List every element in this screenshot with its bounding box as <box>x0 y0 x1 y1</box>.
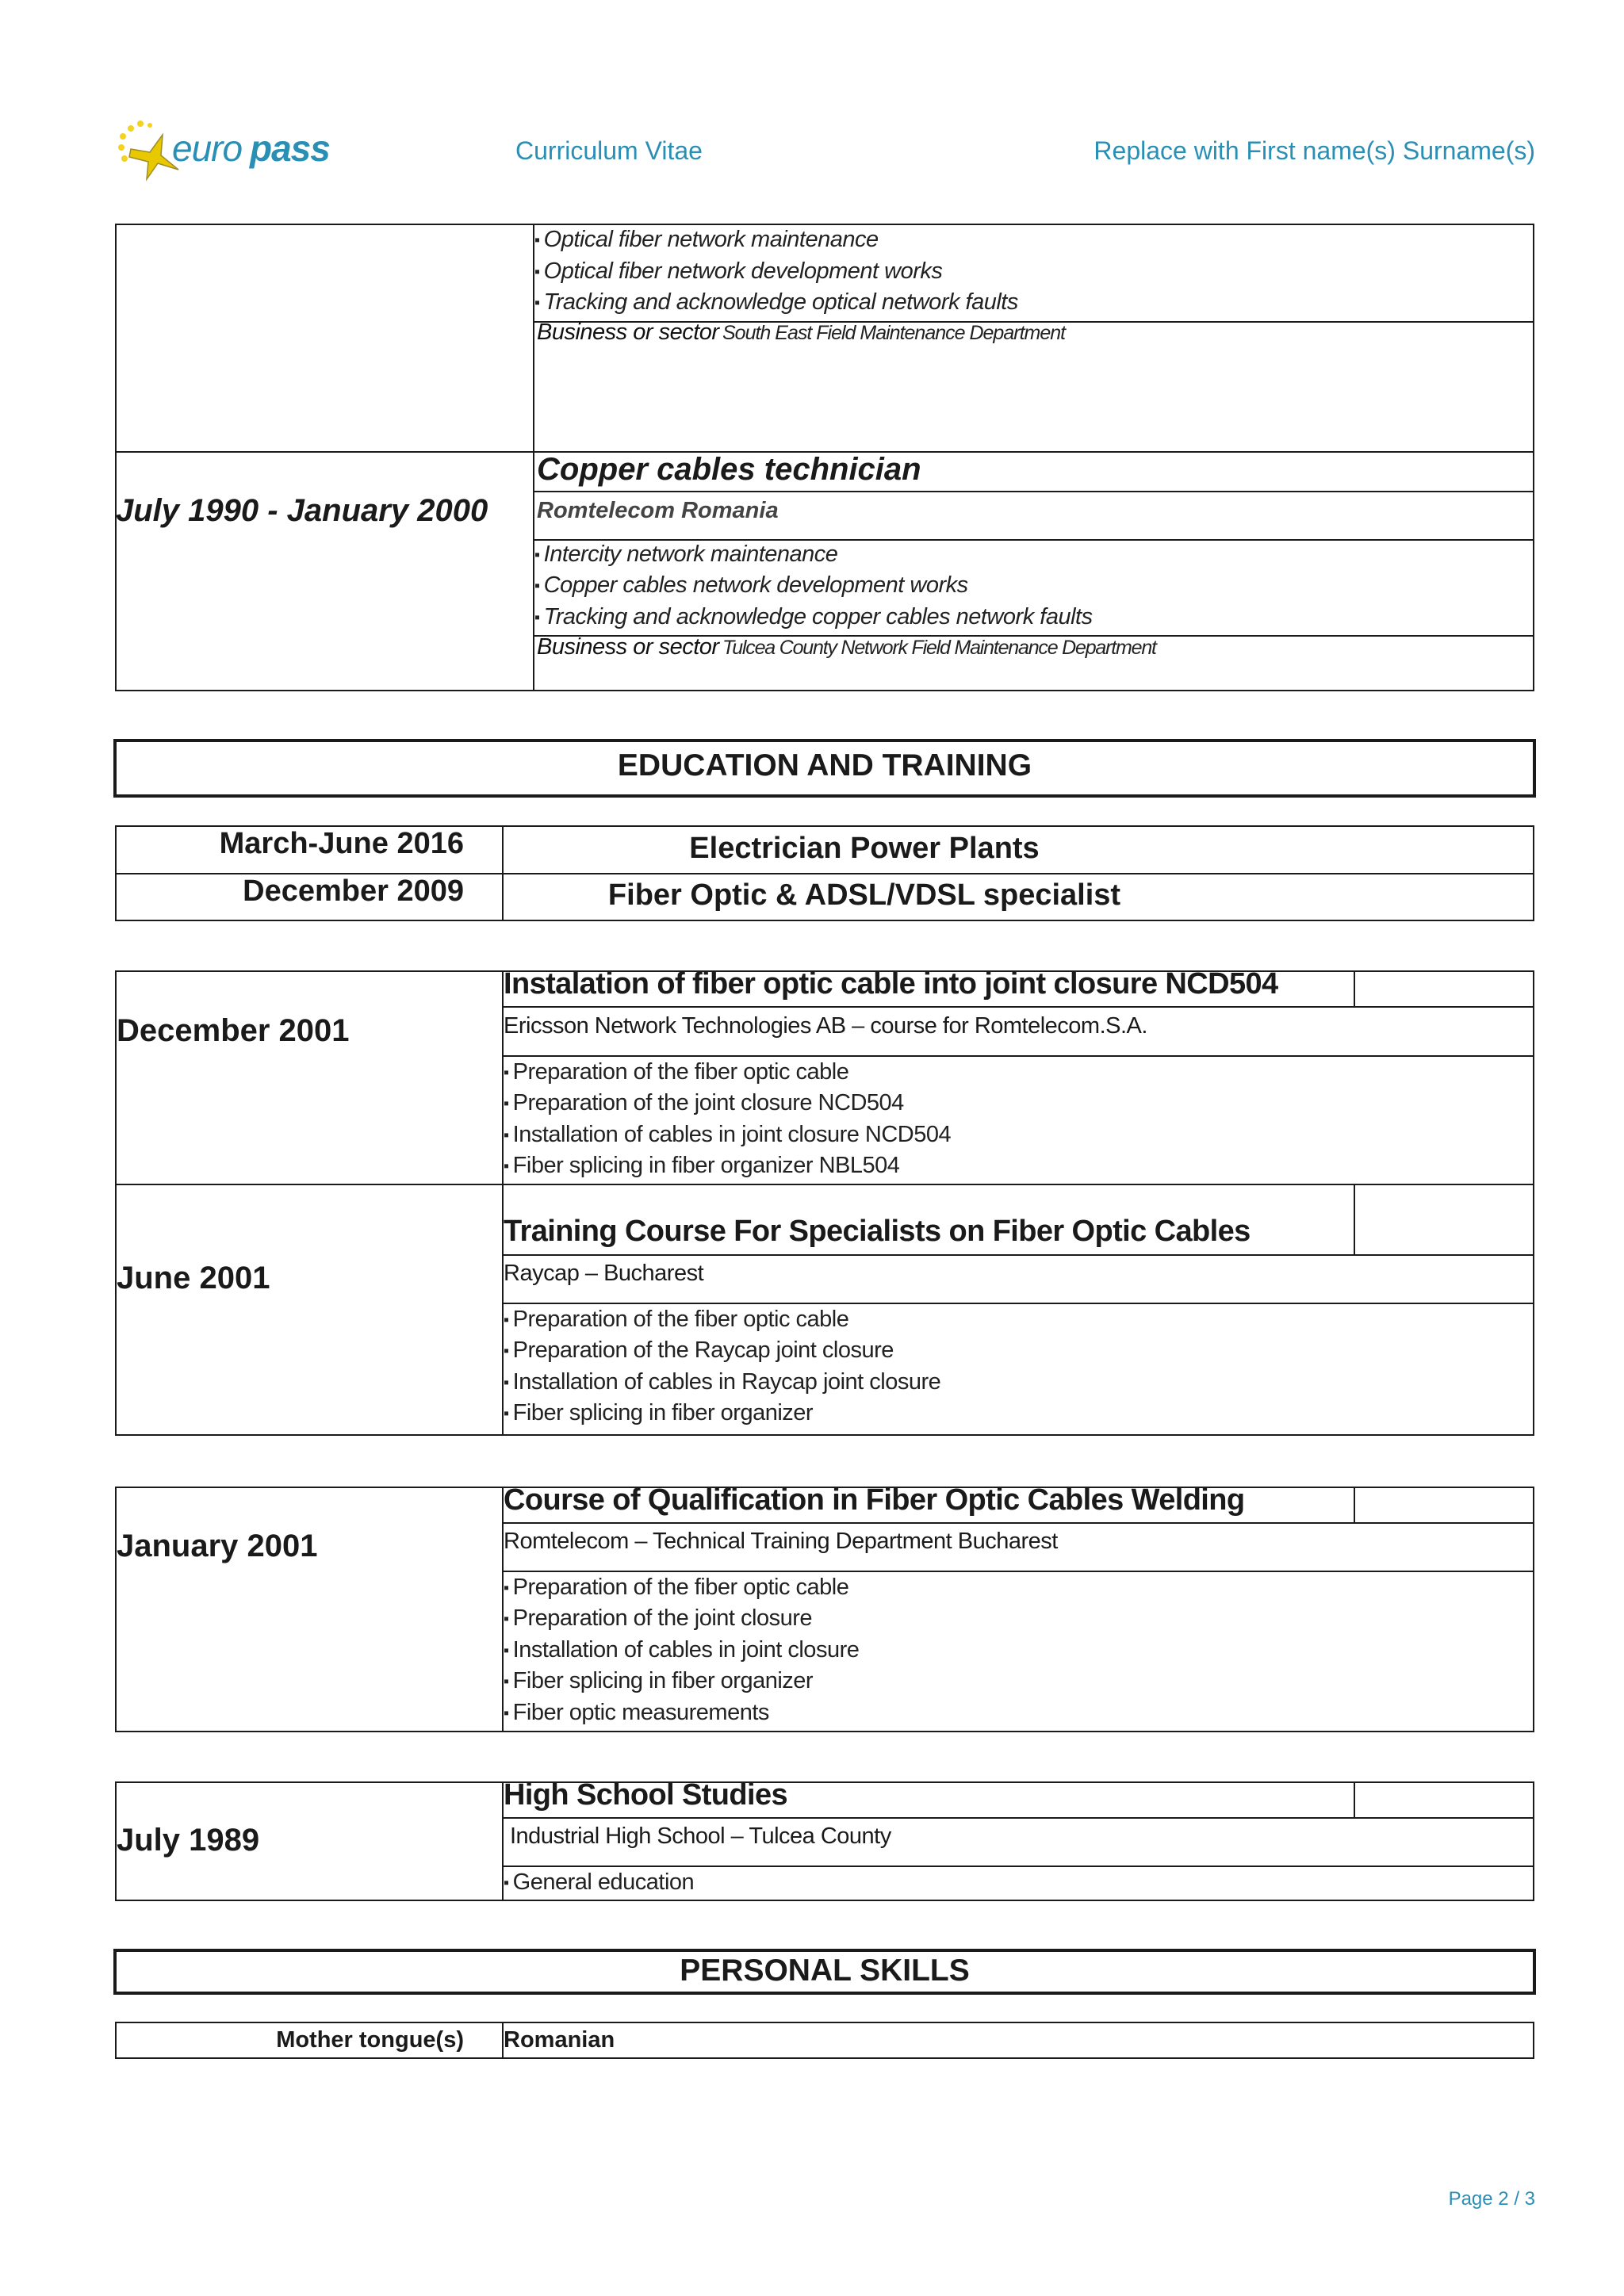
course-bullet: ▪ Installation of cables in joint closure NCD504 <box>504 1122 951 1148</box>
work-bullet: ▪ Intercity network maintenance <box>534 541 837 568</box>
doc-title: Curriculum Vitae <box>515 136 703 165</box>
business-sector-label: Business or sector <box>537 320 719 345</box>
course-organizer: Ericsson Network Technologies AB – course for Romtelecom.S.A. <box>504 1013 1147 1039</box>
europass-logo <box>115 117 337 182</box>
mother-tongue-label: Mother tongue(s) <box>276 2027 464 2053</box>
business-sector-row <box>537 320 1065 346</box>
course-bullet: ▪ Fiber splicing in fiber organizer NBL504 <box>504 1153 899 1179</box>
course-bullet: ▪ Installation of cables in joint closure <box>504 1637 859 1663</box>
skills-heading-box <box>113 1949 1536 1995</box>
course-title: Training Course For Specialists on Fiber Optic Cables <box>504 1215 1251 1248</box>
qualification-title: Fiber Optic & ADSL/VDSL specialist <box>607 878 1121 912</box>
work-bullet: ▪ Tracking and acknowledge optical network faults <box>534 289 1018 316</box>
logo-text-pass: pass <box>250 128 330 169</box>
job-date: July 1990 - January 2000 <box>116 493 488 528</box>
work-bullet: ▪ Copper cables network development works <box>534 572 968 599</box>
course-date: July 1989 <box>117 1823 260 1858</box>
employer-name: Romtelecom Romania <box>537 498 779 523</box>
course-bullet: ▪ Preparation of the joint closure <box>504 1605 812 1632</box>
qualification-date: March-June 2016 <box>219 827 464 860</box>
name-placeholder: Replace with First name(s) Surname(s) <box>1094 136 1535 165</box>
job-title: Copper cables technician <box>537 452 921 487</box>
course-title: Instalation of fiber optic cable into joint closure NCD504 <box>504 967 1278 1001</box>
course-bullet: ▪ Fiber splicing in fiber organizer <box>504 1400 813 1426</box>
qualification-date: December 2009 <box>243 874 464 908</box>
course-date: June 2001 <box>117 1261 270 1295</box>
business-sector-value: South East Field Maintenance Department <box>722 322 1066 344</box>
course-date: December 2001 <box>117 1013 350 1048</box>
course-bullet: ▪ Preparation of the fiber optic cable <box>504 1575 848 1601</box>
course-bullet: ▪ Fiber optic measurements <box>504 1700 769 1726</box>
course-title: High School Studies <box>504 1778 788 1812</box>
mother-tongue-value: Romanian <box>504 2027 615 2053</box>
course-organizer: Romtelecom – Technical Training Department Bucharest <box>504 1529 1058 1554</box>
business-sector-label: Business or sector <box>537 634 719 660</box>
course-bullet: ▪ General education <box>504 1869 694 1896</box>
education-heading: EDUCATION AND TRAINING <box>617 748 1032 783</box>
work-bullet: ▪ Optical fiber network development works <box>534 258 942 285</box>
course-bullet: ▪ Preparation of the Raycap joint closure <box>504 1337 894 1364</box>
work-bullet: ▪ Optical fiber network maintenance <box>534 227 879 253</box>
logo-text-euro: euro <box>172 128 243 169</box>
course-bullet: ▪ Preparation of the joint closure NCD504 <box>504 1090 904 1116</box>
page-number: Page 2 / 3 <box>1448 2188 1535 2210</box>
course-organizer: Raycap – Bucharest <box>504 1261 704 1286</box>
business-sector-row <box>537 634 1156 660</box>
course-title: Course of Qualification in Fiber Optic Cables Welding <box>504 1483 1245 1517</box>
qualification-title: Electrician Power Plants <box>689 832 1040 865</box>
course-bullet: ▪ Preparation of the fiber optic cable <box>504 1059 848 1085</box>
course-bullet: ▪ Installation of cables in Raycap joint closure <box>504 1369 940 1395</box>
work-bullet: ▪ Tracking and acknowledge copper cables network faults <box>534 604 1093 630</box>
course-organizer: Industrial High School – Tulcea County <box>510 1823 891 1849</box>
course-bullet: ▪ Fiber splicing in fiber organizer <box>504 1668 813 1694</box>
education-heading-box <box>113 739 1536 798</box>
course-bullet: ▪ Preparation of the fiber optic cable <box>504 1307 848 1333</box>
business-sector-value: Tulcea County Network Field Maintenance Department <box>722 637 1156 659</box>
course-date: January 2001 <box>117 1529 318 1563</box>
skills-heading: PERSONAL SKILLS <box>680 1954 970 1988</box>
